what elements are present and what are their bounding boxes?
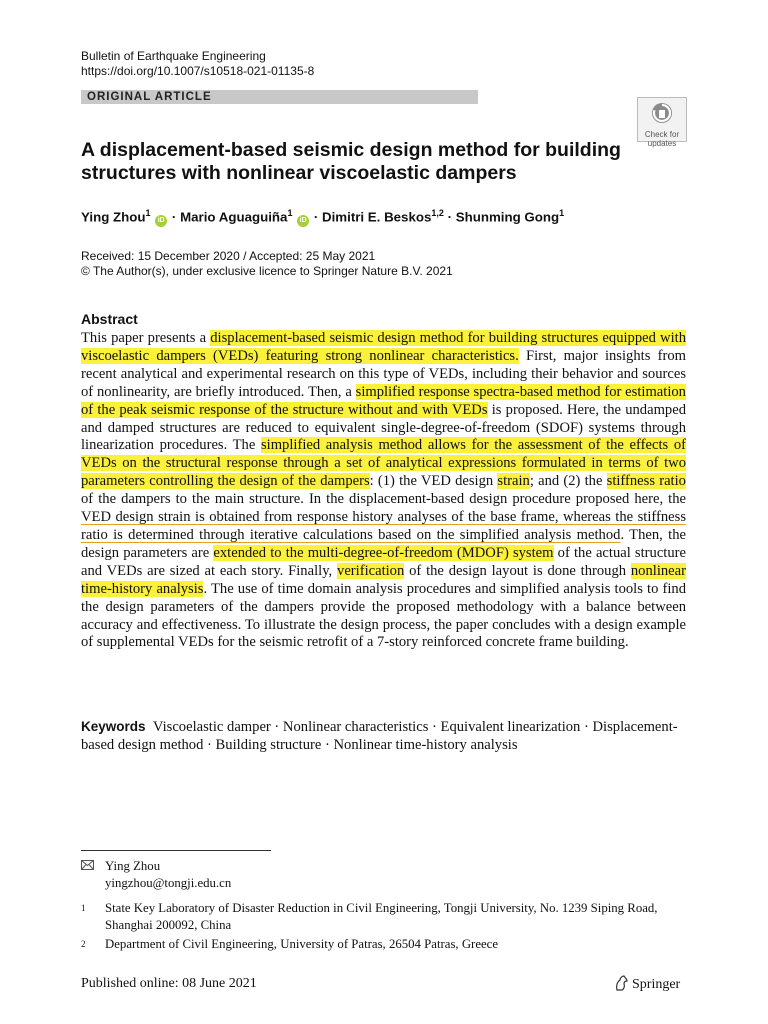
author-name[interactable]: Dimitri E. Beskos [322, 209, 432, 225]
publisher-logo[interactable] [614, 975, 680, 993]
abstract-highlight: verification [337, 562, 405, 579]
check-for-updates-button[interactable] [637, 97, 687, 148]
check-updates-icon [649, 101, 675, 125]
check-updates-label-1: Check for [644, 130, 680, 139]
doi-link[interactable]: https://doi.org/10.1007/s10518-021-01135-8 [81, 64, 315, 78]
abstract-highlight: simplified response spectra-based method for estimation of the peak seismic response of the structure without and with VEDs [81, 383, 686, 418]
affiliation-1 [81, 900, 681, 934]
author-affiliation-mark: 1 [559, 208, 565, 218]
abstract-segment: of the actual structure and VEDs are sized at each story. Finally, [81, 544, 686, 579]
affiliation-2 [81, 936, 681, 953]
author-affiliation-mark: 1 [287, 208, 293, 218]
check-updates-label-2: updates [647, 139, 677, 148]
affiliation-text: Department of Civil Engineering, University of Patras, 26504 Patras, Greece [105, 937, 499, 951]
received-accepted-dates: Received: 15 December 2020 / Accepted: 25 May 2021 [81, 249, 376, 263]
abstract-segment: ; and (2) the [529, 473, 607, 490]
keywords-heading: Keywords [81, 719, 146, 734]
author-separator: · [447, 209, 453, 225]
abstract-heading: Abstract [81, 311, 138, 327]
paper-title: A displacement-based seismic design method for building structures with nonlinear viscoelastic dampers [81, 139, 621, 184]
orcid-icon[interactable]: iD [155, 215, 167, 227]
author-separator: · [171, 209, 177, 225]
abstract-highlight: simplified analysis method allows for the assessment of the effects of VEDs on the structural response through a set of analytical expressions formulated in terms of two parameters controlling the design of the dampers [81, 437, 686, 490]
author-list [81, 208, 564, 227]
author-name[interactable]: Ying Zhou [81, 209, 146, 225]
orcid-icon[interactable]: iD [297, 215, 309, 227]
author-name[interactable]: Shunming Gong [455, 209, 560, 225]
abstract-highlight: extended to the multi-degree-of-freedom (MDOF) system [213, 544, 554, 561]
envelope-icon [81, 858, 105, 875]
abstract-highlight: nonlinear time-history analysis [81, 562, 686, 597]
abstract-segment: This paper presents a [81, 330, 211, 346]
author-affiliation-mark: 1 [145, 208, 151, 218]
abstract-segment: . The use of time domain analysis procedures and simplified analysis tools to find the design parameters of the dampers provide the proposed methodology with a balance between accuracy and effectiveness. To illustrate the design process, the paper concludes with a design example of supplemental VEDs for the seismic retrofit of a 7-story reinforced concrete frame building. [81, 580, 686, 651]
footnote-divider [81, 850, 271, 851]
abstract-segment: . Then, the design parameters are [81, 526, 686, 561]
journal-header [81, 49, 314, 79]
corresponding-author-name: Ying Zhou [105, 859, 161, 873]
author-affiliation-mark: 1,2 [431, 208, 444, 218]
abstract-segment: of the dampers to the main structure. In the displacement-based design procedure proposed here, the [81, 491, 686, 508]
author-separator: · [313, 209, 319, 225]
affiliation-number: 2 [81, 939, 86, 949]
abstract-segment: : (1) the VED design [369, 473, 498, 490]
publisher-name: Springer [632, 977, 681, 992]
abstract-segment: of the design layout is done through [404, 562, 631, 579]
affiliation-text: State Key Laboratory of Disaster Reduction in Civil Engineering, Tongji University, No. 1239 Siping Road, Shanghai 200092, China [105, 901, 658, 932]
author-name[interactable]: Mario Aguaguiña [180, 209, 288, 225]
journal-name: Bulletin of Earthquake Engineering [81, 49, 266, 63]
corresponding-author-email[interactable]: yingzhou@tongji.edu.cn [105, 876, 232, 890]
abstract-underline: VED design strain is obtained from response history analyses of the base frame, whereas the stiffness ratio is determined through iterative calculations based on the simplified analysis method [81, 509, 686, 543]
springer-horse-icon [614, 975, 629, 991]
abstract-segment: is proposed. Here, the undamped and damped structures are reduced to equivalent single-degree-of-freedom (SDOF) systems through linearization procedures. The [81, 401, 686, 454]
abstract-highlight: stiffness ratio [606, 473, 686, 490]
keywords-text: Viscoelastic damper · Nonlinear characteristics · Equivalent linearization · Displacement-based design method · Building structure · Nonlinear time-history analysis [81, 719, 678, 753]
abstract-segment: First, major insights from recent analytical and experimental research on this type of VEDs, including their behavior and sources of nonlinearity, are briefly introduced. Then, a [81, 347, 686, 400]
publication-dates [81, 249, 453, 279]
published-online-date: Published online: 08 June 2021 [81, 976, 257, 991]
affiliation-number: 1 [81, 903, 86, 913]
article-type-banner: ORIGINAL ARTICLE [81, 90, 478, 104]
copyright-notice: © The Author(s), under exclusive licence to Springer Nature B.V. 2021 [81, 264, 453, 278]
keywords-block [81, 718, 686, 754]
abstract-highlight: displacement-based seismic design method for building structures equipped with viscoelastic dampers (VEDs) featuring strong nonlinear characteristics. [81, 330, 686, 364]
correspondence-block [81, 858, 231, 892]
abstract-highlight: strain [497, 473, 530, 490]
abstract-text [81, 330, 686, 652]
